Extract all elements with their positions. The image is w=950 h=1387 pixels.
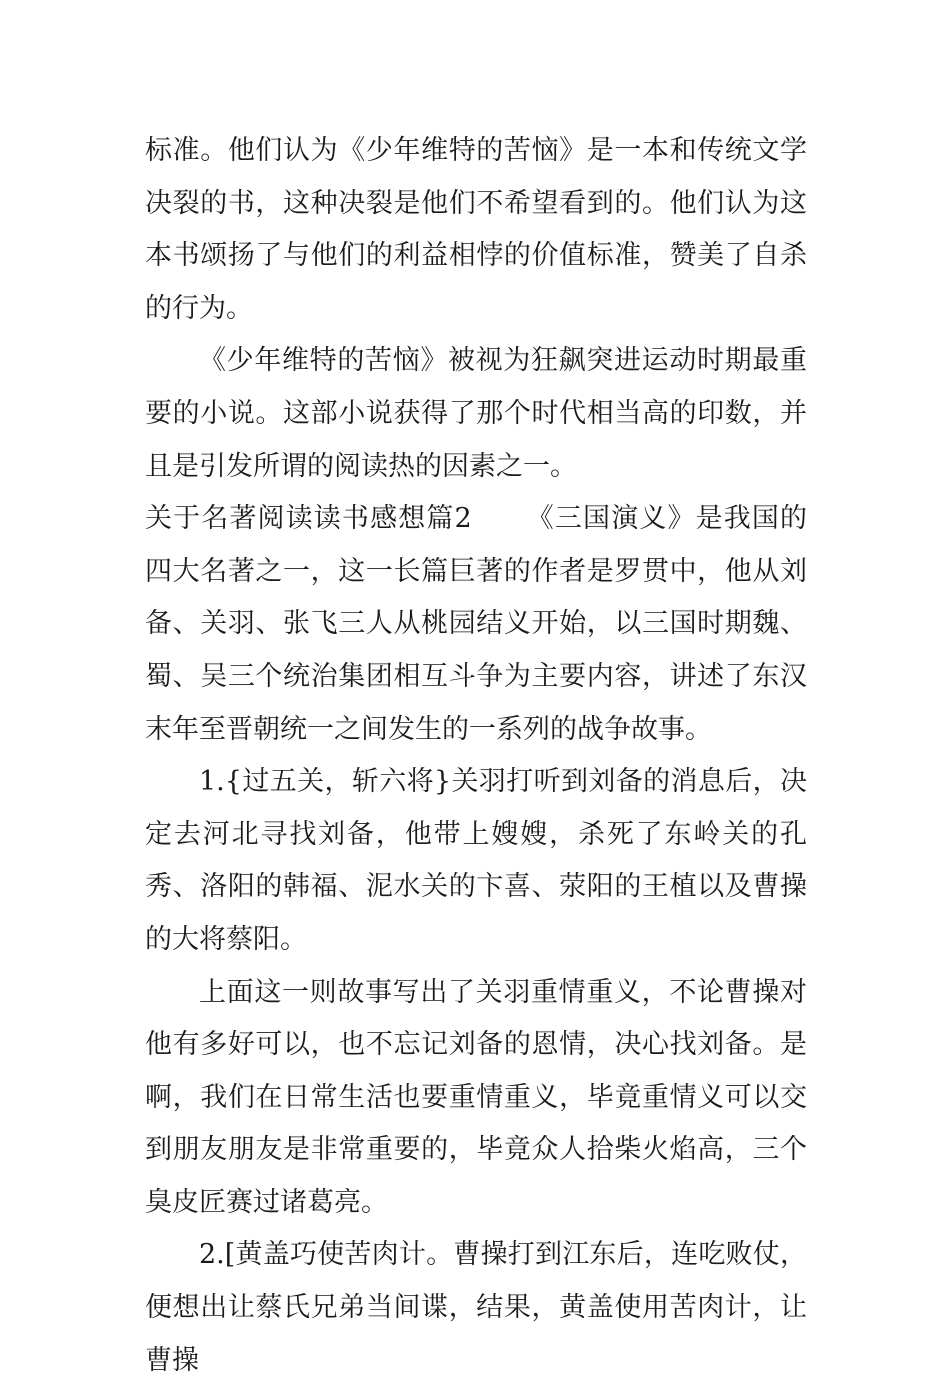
paragraph-3-text: 《三国演义》是我国的四大名著之一，这一长篇巨著的作者是罗贯中，他从刘备、关羽、张飞三人从桃园结义开始，以三国时期魏、蜀、吴三个统治集团相互斗争为主要内容，讲述了东汉末年至晋朝统一之间发生的一系列的战争故事。 [145, 503, 807, 745]
paragraph-3 [145, 493, 807, 756]
paragraph-1: 标准。他们认为《少年维特的苦恼》是一本和传统文学决裂的书，这种决裂是他们不希望看到的。他们认为这本书颂扬了与他们的利益相悖的价值标准，赞美了自杀的行为。 [145, 135, 807, 324]
paragraph-6: 2.[黄盖巧使苦肉计。曹操打到江东后，连吃败仗，便想出让蔡氏兄弟当间谍，结果，黄盖使用苦肉计，让曹操 [145, 1239, 807, 1376]
section-heading: 关于名著阅读读书感想篇2 [145, 503, 472, 535]
paragraph-2: 《少年维特的苦恼》被视为狂飙突进运动时期最重要的小说。这部小说获得了那个时代相当高的印数，并且是引发所谓的阅读热的因素之一。 [145, 345, 807, 482]
paragraph-4: 1.{过五关，斩六将}关羽打听到刘备的消息后，决定去河北寻找刘备，他带上嫂嫂，杀死了东岭关的孔秀、洛阳的韩福、泥水关的卞喜、荥阳的王植以及曹操的大将蔡阳。 [145, 766, 807, 955]
paragraph-5: 上面这一则故事写出了关羽重情重义，不论曹操对他有多好可以，也不忘记刘备的恩情，决心找刘备。是啊，我们在日常生活也要重情重义，毕竟重情义可以交到朋友朋友是非常重要的，毕竟众人拾柴火焰高，三个臭皮匠赛过诸葛亮。 [145, 976, 807, 1218]
document-body [145, 125, 807, 1387]
